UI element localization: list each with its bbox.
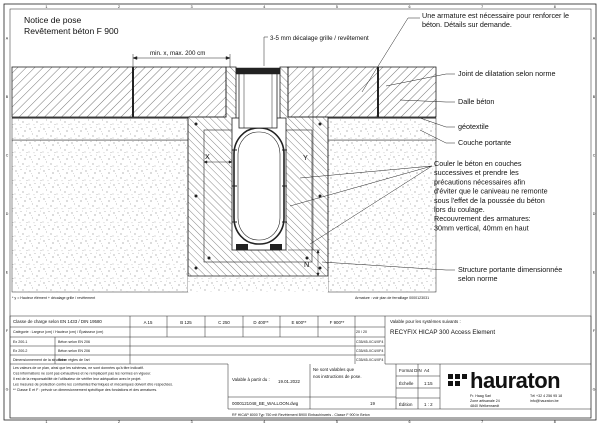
grid-col-top: 5 [335, 5, 338, 9]
load-class-header: B 125 [180, 320, 192, 325]
grid-row-right: D [592, 212, 596, 216]
table-cell: C35/45-XC4/XF4 [356, 358, 384, 362]
dimension-y-label: Y [303, 153, 308, 162]
grid-row-left: E [5, 270, 9, 275]
note-line: Ces informations ne sont pas exhaustives et ne remplacent pas les normes en vigueur. [13, 371, 152, 376]
grid-col-top: 1 [45, 5, 48, 9]
company-logo [448, 368, 560, 393]
general-notes [13, 366, 173, 392]
grid-col-bottom: 4 [263, 420, 266, 424]
sheet-number: 19 [370, 401, 375, 406]
company-address-1: Fr. Haag Sarl [470, 394, 492, 398]
table-row-sub: Béton selon EN 206 [58, 349, 90, 353]
grid-col-bottom: 3 [190, 420, 193, 424]
load-class-headers [144, 320, 345, 325]
company-email: info@hauraton.be [530, 399, 559, 403]
channel-foot-right [270, 244, 282, 250]
dimension-x-label: X [205, 152, 210, 161]
channel-neck [239, 72, 277, 128]
callout-couler-text: précautions nécessaires afin [434, 177, 526, 187]
callout-joint-text: Joint de dilatation selon norme [458, 69, 556, 78]
callout-structure-text: selon norme [458, 274, 498, 284]
grid-row-left: A [5, 36, 9, 41]
table-row-sub: Selon règles de l'art [58, 358, 90, 362]
grid-row-left: F [5, 328, 9, 333]
dimension-n-label: N [304, 260, 310, 269]
subgrade-left [12, 140, 188, 292]
grid-row-right: B [592, 95, 596, 100]
callout-couler-text: d'éviter que le caniveau ne remonte [434, 186, 548, 196]
callout-armature-text: béton. Détails sur demande. [422, 20, 512, 30]
scale-label: Échelle [399, 381, 414, 386]
grid-row-right: F [592, 328, 596, 333]
channel-foot-left [236, 244, 248, 250]
grid-col-bottom: 1 [45, 420, 48, 424]
callout-couler-text: lors du coulage. [434, 205, 485, 214]
grid-col-bottom: 5 [335, 420, 338, 424]
callout-couche-text: Couche portante [458, 138, 512, 147]
grid-row-left: D [5, 212, 9, 216]
note-line: ** Classe E et F : prévoir un dimensionnement spécifique des fondations et des armatures. [13, 388, 158, 392]
concrete-slab-left [12, 67, 226, 117]
load-class-header: C 250 [218, 320, 230, 325]
load-class-table [13, 329, 383, 362]
grid-col-top: 2 [117, 5, 120, 9]
subgrade-right [328, 140, 436, 292]
callout-couler-text: successives et prendre les [434, 168, 519, 178]
callout-couler-text: sous l'effet de la poussée du béton [434, 195, 545, 205]
grid-row-right: A [592, 36, 596, 41]
warning-line-1: Ne sont valables que [313, 367, 355, 372]
base-course-left [12, 118, 188, 140]
company-phone: Tél +32 4 256 95 18 [530, 394, 563, 398]
table-cell: C35/45-XC4/XF4 [356, 340, 384, 344]
table-row-label: Ex 200-2 [13, 349, 28, 353]
offset-label: 3-5 mm décalage grille / revêtement [270, 35, 369, 42]
grid-row-left: B [5, 95, 9, 100]
title-line-1: Notice de pose [24, 15, 82, 25]
table-cell: C35/45-XC4/XF4 [356, 349, 384, 353]
table-row-label: Catégorie : Largeur (cm) / Hauteur (cm) / Épaisseur (cm) [13, 330, 104, 334]
format-label: Format DIN [399, 368, 422, 373]
table-row-sub: Béton selon EN 206 [58, 340, 90, 344]
edition-value: 1 : 2 [424, 402, 433, 407]
callout-geotextile-text: géotextile [458, 122, 489, 131]
grid-col-bottom: 2 [117, 420, 120, 424]
classes-label: Classe de charge selon EN 1433 / DIN 19580 [13, 319, 102, 324]
system-name: RECYFIX HICAP 300 Access Element [390, 329, 496, 336]
drawing-footer: RF HICAP 8000 Typ 750 mit Revêtement B900 Einbauhinweis - Classe F 900 in Beton [232, 413, 370, 417]
company-address-2: Zone artisanale 24 [470, 399, 500, 403]
grating [236, 68, 280, 74]
grid-col-top: 6 [408, 5, 411, 9]
note-line: Les mesures de protection contre les contraintes thermiques et mécaniques doivent être respectées. [13, 382, 174, 387]
valid-from-date: 19.01.2022 [278, 379, 300, 384]
cross-section [12, 35, 436, 292]
grid-row-right: C [592, 153, 596, 158]
grid-col-top: 8 [553, 5, 556, 9]
grid-col-top: 4 [263, 5, 266, 9]
grid-col-bottom: 6 [408, 420, 411, 424]
load-class-header: E 600** [291, 320, 307, 325]
callout-couler-text: 30mm vertical, 40mm en haut [434, 223, 529, 233]
drawing-number: 0000121048_BE_WALLOON.dwg [232, 401, 299, 406]
footnote-right: Armature : voir plan de ferraillage 0000123031 [355, 296, 430, 300]
table-row-label: Dimensionnement de la structure [13, 358, 66, 362]
callout-armature-text: Une armature est nécessaire pour renforcer le [422, 11, 570, 20]
grid-row-right: G [592, 387, 596, 392]
callout-couler-text: Recouvrement des armatures: [434, 214, 531, 224]
callout-structure-text: Structure portante dimensionnée [458, 265, 563, 274]
format-value: A4 [424, 368, 430, 373]
grid-row-left: G [5, 387, 9, 392]
load-class-header: F 900** [329, 320, 345, 325]
grid-col-bottom: 7 [481, 420, 484, 424]
footnote-left: * y = Hauteur élément + décalage grille / revêtement [12, 296, 96, 300]
title-line-2: Revêtement béton F 900 [24, 26, 119, 36]
grid-col-bottom: 8 [553, 420, 556, 424]
callout-dalle-text: Dalle béton [458, 97, 495, 106]
load-class-header: D 400** [253, 320, 269, 325]
company-name: hauraton [470, 368, 561, 393]
note-line: Les valeurs de ce plan, ainsi que les schémas, ne sont données qu'à titre indicatif. [13, 366, 144, 370]
dimension-width-label: min. x, max. 200 cm [150, 50, 206, 57]
grid-col-top: 7 [481, 5, 484, 9]
warning-line-2: nos instructions de pose. [313, 374, 362, 379]
callouts [422, 11, 569, 283]
grid-col-top: 3 [190, 5, 193, 9]
subgrade-bottom [188, 276, 328, 292]
scale-value: 1:15 [424, 381, 433, 386]
valid-for-label: Valable pour les systèmes suivants : [390, 319, 461, 324]
load-class-header: A 15 [143, 320, 153, 325]
grid-row-right: E [592, 270, 596, 275]
base-course-right [328, 118, 436, 140]
channel-oval [234, 128, 284, 244]
company-address-3: 4840 Welkenraedt [470, 404, 500, 408]
table-row-label: Ex 200-1 [13, 340, 28, 344]
valid-from-label: Valable à partir du : [232, 377, 270, 382]
edition-label: Édition [399, 402, 413, 407]
grid-row-left: C [5, 153, 9, 158]
table-cell: 20 / 20 [356, 330, 367, 334]
callout-couler-text: Couler le béton en couches [434, 159, 522, 168]
note-line: Il est de la responsabilité de l'utilisateur de vérifier leur adéquation avec le projet. [13, 377, 142, 381]
